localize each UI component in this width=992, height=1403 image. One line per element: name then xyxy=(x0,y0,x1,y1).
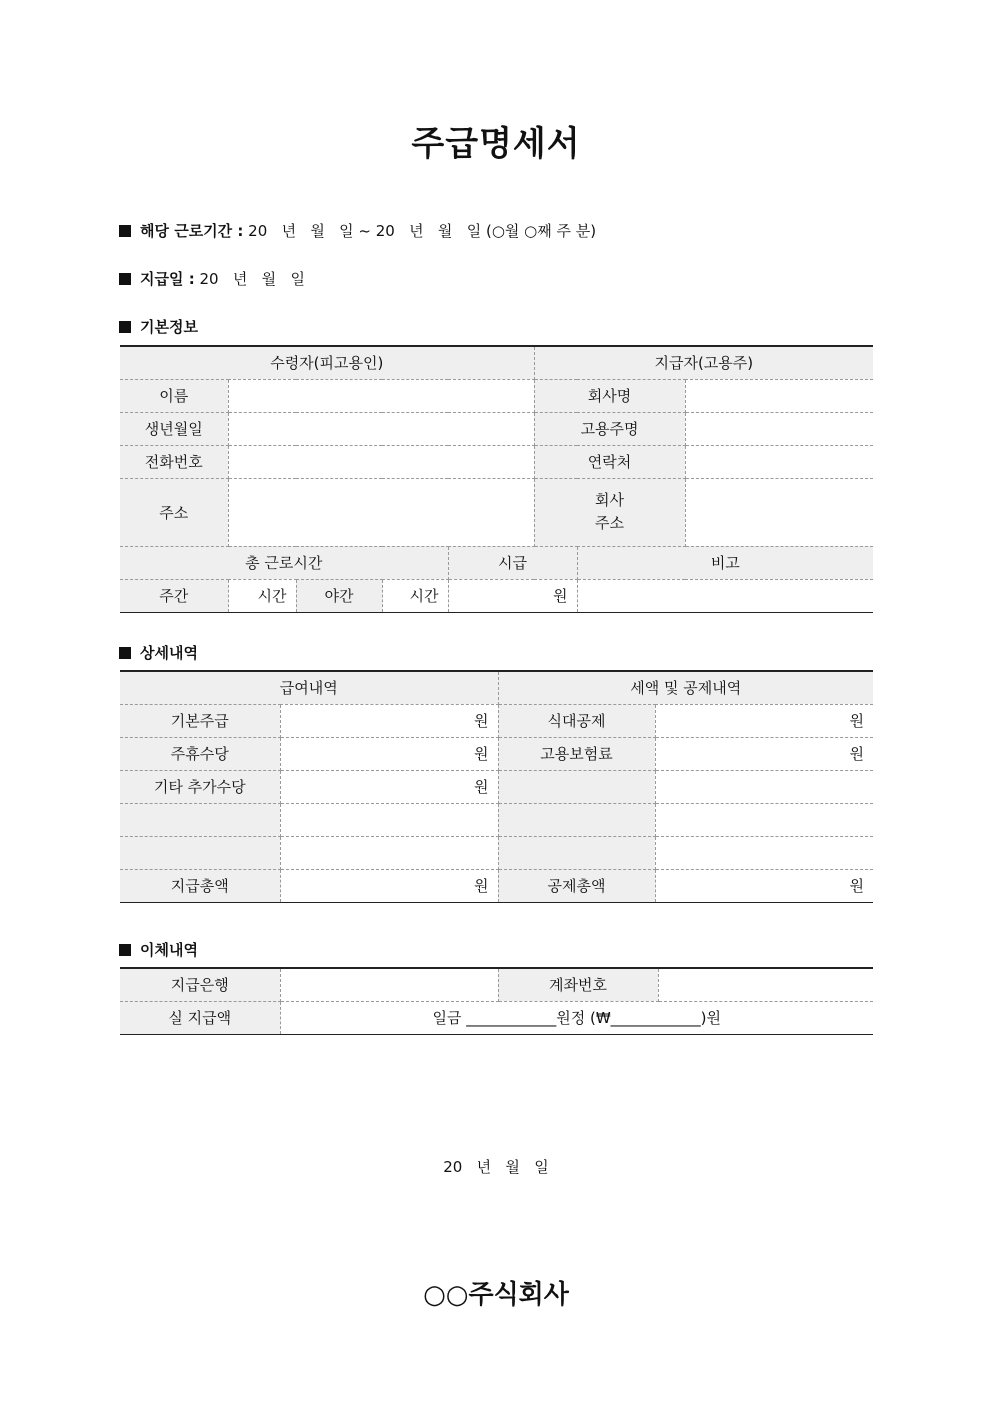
pay-header: 급여내역 xyxy=(120,671,498,704)
deduction-header: 세액 및 공제내역 xyxy=(498,671,873,704)
empty-pay-label xyxy=(120,803,280,836)
bank-field[interactable] xyxy=(280,968,498,1001)
empty-pay-field[interactable] xyxy=(280,836,498,869)
empty-pay-label xyxy=(120,836,280,869)
total-deduction-field[interactable]: 원 xyxy=(655,869,873,902)
birth-label: 생년월일 xyxy=(120,412,228,445)
base-pay-field[interactable]: 원 xyxy=(280,704,498,737)
net-pay-label: 실 지급액 xyxy=(120,1001,280,1034)
employer-name-label: 고용주명 xyxy=(534,412,685,445)
contact-label: 연락처 xyxy=(534,445,685,478)
payday-line xyxy=(119,268,305,289)
hourly-wage-header: 시급 xyxy=(448,546,577,579)
company-name-field[interactable] xyxy=(685,379,873,412)
base-pay-label: 기본주급 xyxy=(120,704,280,737)
name-label: 이름 xyxy=(120,379,228,412)
phone-label: 전화번호 xyxy=(120,445,228,478)
account-field[interactable] xyxy=(658,968,873,1001)
employer-name-field[interactable] xyxy=(685,412,873,445)
weekly-holiday-field[interactable]: 원 xyxy=(280,737,498,770)
empty-deduction-label xyxy=(498,836,655,869)
meal-deduction-field[interactable]: 원 xyxy=(655,704,873,737)
weekly-holiday-label: 주휴수당 xyxy=(120,737,280,770)
net-pay-field[interactable]: 일금 ____________원정 (₩____________)원 xyxy=(280,1001,873,1034)
bank-label: 지급은행 xyxy=(120,968,280,1001)
square-bullet-icon xyxy=(119,273,131,285)
company-address-field[interactable] xyxy=(685,478,873,546)
empty-deduction-field[interactable] xyxy=(655,836,873,869)
total-deduction-label: 공제총액 xyxy=(498,869,655,902)
account-label: 계좌번호 xyxy=(498,968,658,1001)
payer-header: 지급자(고용주) xyxy=(534,346,873,379)
total-pay-label: 지급총액 xyxy=(120,869,280,902)
square-bullet-icon xyxy=(119,321,131,333)
note-header: 비고 xyxy=(577,546,873,579)
transfer-table xyxy=(120,967,873,1035)
payday-label: 지급일 : xyxy=(140,270,195,288)
issue-date: 20 년 월 일 xyxy=(443,1158,549,1176)
section-basic-info: 기본정보 xyxy=(119,316,198,337)
note-field[interactable] xyxy=(577,579,873,612)
address-label: 주소 xyxy=(120,478,228,546)
square-bullet-icon xyxy=(119,647,131,659)
birth-field[interactable] xyxy=(228,412,534,445)
employment-insurance-field[interactable]: 원 xyxy=(655,737,873,770)
empty-pay-field[interactable] xyxy=(280,803,498,836)
empty-deduction-field[interactable] xyxy=(655,770,873,803)
square-bullet-icon xyxy=(119,225,131,237)
day-label: 주간 xyxy=(120,579,228,612)
night-label: 야간 xyxy=(296,579,382,612)
empty-deduction-label xyxy=(498,803,655,836)
night-hours-field[interactable]: 시간 xyxy=(382,579,448,612)
company-name-label: 회사명 xyxy=(534,379,685,412)
basic-info-table xyxy=(120,345,873,613)
address-field[interactable] xyxy=(228,478,534,546)
total-hours-header: 총 근로시간 xyxy=(120,546,448,579)
employment-insurance-label: 고용보험료 xyxy=(498,737,655,770)
recipient-header: 수령자(피고용인) xyxy=(120,346,534,379)
work-period-line xyxy=(119,220,596,241)
work-period-value: 20 년 월 일 ~ 20 년 월 일 (○월 ○째 주 분) xyxy=(248,222,597,240)
company-address-label: 회사 주소 xyxy=(534,478,685,546)
document-title: 주급명세서 xyxy=(411,124,581,164)
work-period-label: 해당 근로기간 : xyxy=(140,222,244,240)
empty-deduction-label xyxy=(498,770,655,803)
section-transfer: 이체내역 xyxy=(119,939,198,960)
payday-value: 20 년 월 일 xyxy=(199,270,305,288)
square-bullet-icon xyxy=(119,944,131,956)
day-hours-field[interactable]: 시간 xyxy=(228,579,296,612)
contact-field[interactable] xyxy=(685,445,873,478)
other-allowance-label: 기타 추가수당 xyxy=(120,770,280,803)
empty-deduction-field[interactable] xyxy=(655,803,873,836)
phone-field[interactable] xyxy=(228,445,534,478)
other-allowance-field[interactable]: 원 xyxy=(280,770,498,803)
details-table xyxy=(120,670,873,903)
hourly-wage-field[interactable]: 원 xyxy=(448,579,577,612)
total-pay-field[interactable]: 원 xyxy=(280,869,498,902)
meal-deduction-label: 식대공제 xyxy=(498,704,655,737)
company-name: ○○주식회사 xyxy=(423,1280,569,1310)
section-details: 상세내역 xyxy=(119,642,198,663)
name-field[interactable] xyxy=(228,379,534,412)
